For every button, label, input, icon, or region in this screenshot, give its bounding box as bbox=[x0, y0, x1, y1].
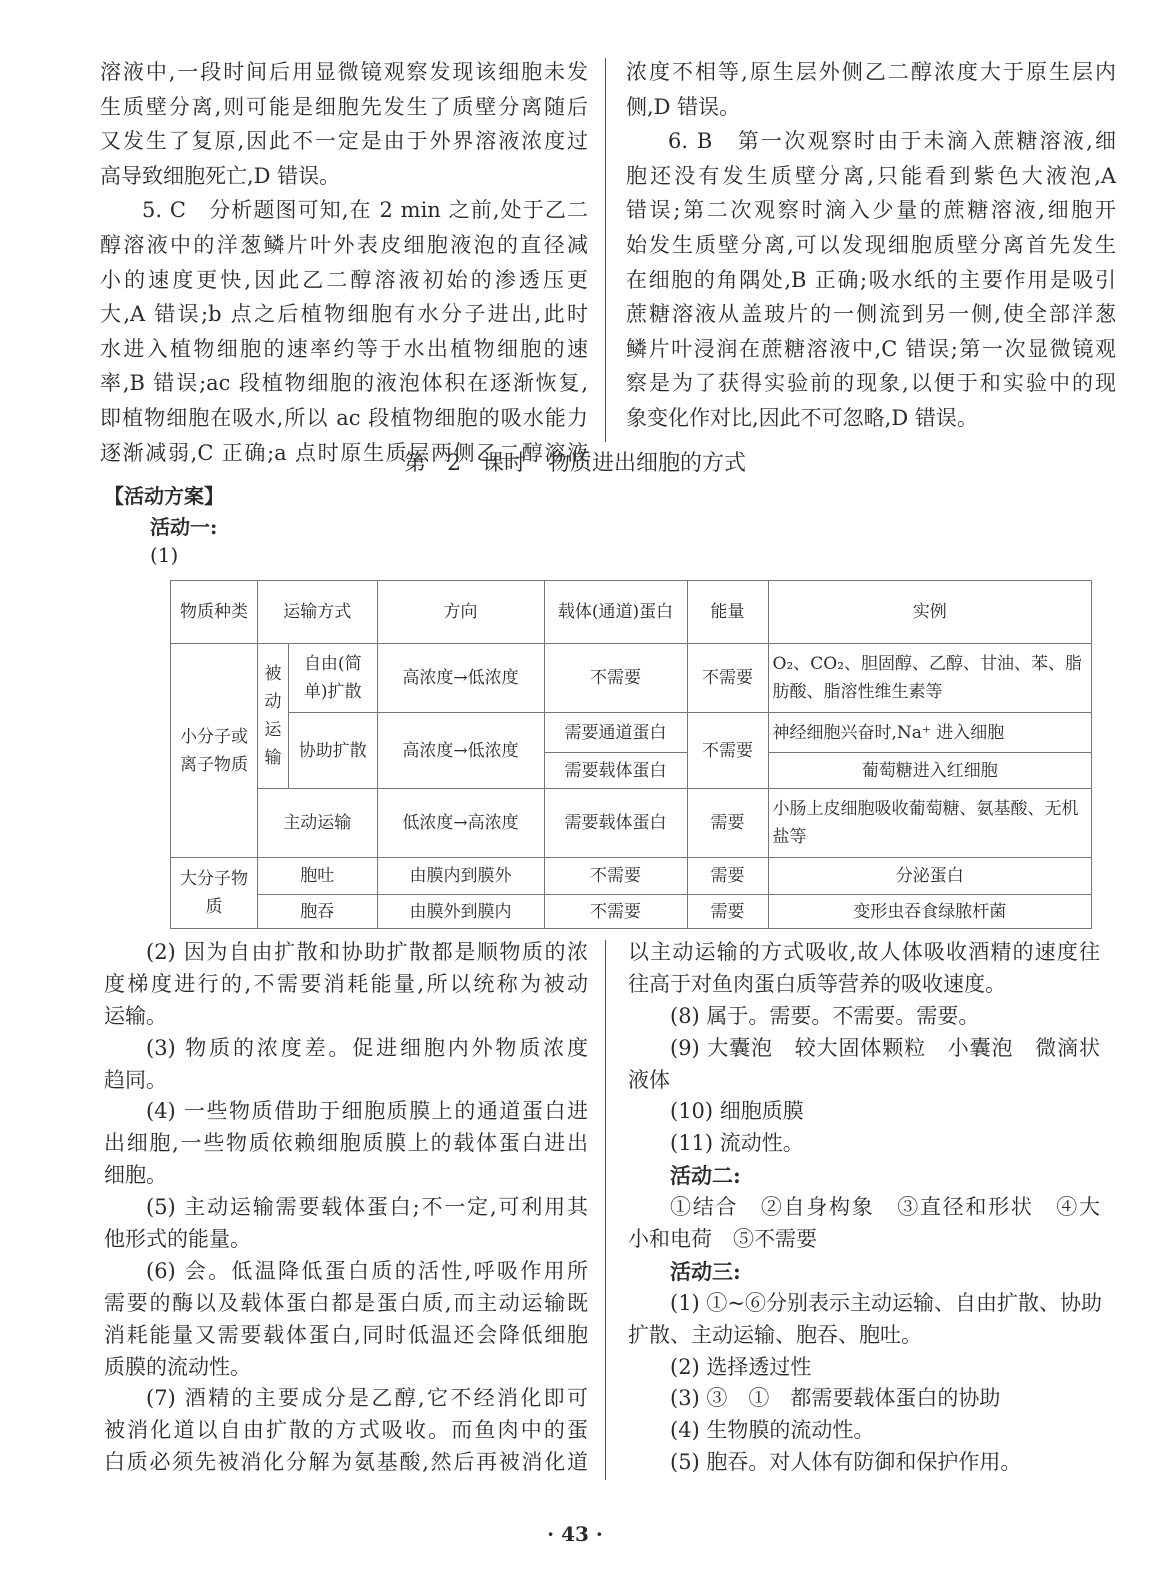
cell-direction: 由膜外到膜内 bbox=[377, 895, 544, 929]
cell-macromolecule: 大分子物质 bbox=[171, 858, 258, 929]
cell-energy: 不需要 bbox=[687, 644, 768, 713]
cell-facilitated: 协助扩散 bbox=[289, 713, 378, 789]
paragraph bbox=[626, 55, 1116, 124]
text-line: 出细胞,一些物质依赖细胞质膜上的载体蛋白进出 bbox=[104, 1131, 588, 1156]
top-left-column bbox=[100, 55, 588, 470]
text-line: (6) 会。低温降低蛋白质的活性,呼吸作用所 bbox=[146, 1258, 588, 1283]
paragraph bbox=[104, 1033, 588, 1097]
header-cell: 方向 bbox=[377, 581, 544, 644]
text-line: (9) 大囊泡 较大固体颗粒 小囊泡 微滴状 bbox=[670, 1035, 1100, 1060]
header-cell: 实例 bbox=[768, 581, 1091, 644]
plan-heading: 【活动方案】 bbox=[104, 484, 224, 508]
cell-energy: 需要 bbox=[687, 858, 768, 895]
bottom-right-column bbox=[628, 937, 1103, 1479]
cell-example: 神经细胞兴奋时,Na⁺ 进入细胞 bbox=[768, 713, 1091, 753]
cell-example: 变形虫吞食绿脓杆菌 bbox=[768, 895, 1091, 929]
top-right-column bbox=[626, 55, 1116, 436]
text-line: 以主动运输的方式吸收,故人体吸收酒精的速度往 bbox=[628, 940, 1100, 964]
table-row bbox=[171, 895, 1092, 929]
text-line: 生质壁分离,则可能是细胞先发生了质壁分离随后 bbox=[100, 94, 588, 119]
text-line: 消耗能量又需要载体蛋白,同时低温还会降低细胞 bbox=[104, 1322, 588, 1347]
paragraph bbox=[628, 1256, 1100, 1288]
text-line: (11) 流动性。 bbox=[670, 1131, 804, 1156]
text-line: 浓度不相等,原生层外侧乙二醇浓度大于原生层内 bbox=[626, 60, 1116, 84]
text-line: 在细胞的角隅处,B 正确;吸水纸的主要作用是吸引 bbox=[626, 267, 1116, 292]
cell-carrier: 不需要 bbox=[544, 858, 687, 895]
table-row bbox=[171, 644, 1092, 713]
cell-example: O₂、CO₂、胆固醇、乙醇、甘油、苯、脂肪酸、脂溶性维生素等 bbox=[768, 644, 1091, 713]
text-line: ①结合 ②自身构象 ③直径和形状 ④大 bbox=[670, 1195, 1100, 1220]
text-line: 运输。 bbox=[104, 1003, 167, 1028]
section-title: 第 2 课时 物质进出细胞的方式 bbox=[404, 451, 746, 476]
text-line: 蔗糖溶液从盖玻片的一侧流到另一侧,使全部洋葱 bbox=[626, 302, 1116, 327]
text-line: (1) ①~⑥分别表示主动运输、自由扩散、协助 bbox=[670, 1290, 1103, 1315]
transport-table bbox=[170, 580, 1092, 929]
cell-carrier: 需要载体蛋白 bbox=[544, 753, 687, 789]
cell-active: 主动运输 bbox=[258, 789, 378, 858]
text-line: 扩散、主动运输、胞吞、胞吐。 bbox=[628, 1322, 922, 1347]
text-line: 率,B 错误;ac 段植物细胞的液泡体积在逐渐恢复, bbox=[100, 371, 588, 396]
text-line: 液体 bbox=[628, 1067, 670, 1092]
header-cell: 物质种类 bbox=[171, 581, 258, 644]
activity-1-heading: 活动一: bbox=[150, 515, 218, 539]
cell-carrier: 不需要 bbox=[544, 644, 687, 713]
header-cell: 载体(通道)蛋白 bbox=[544, 581, 687, 644]
paragraph bbox=[100, 55, 588, 193]
cell-free-diffusion: 自由(简单)扩散 bbox=[289, 644, 378, 713]
header-cell: 运输方式 bbox=[258, 581, 378, 644]
paragraph bbox=[628, 1192, 1100, 1256]
paragraph bbox=[104, 1192, 588, 1256]
paragraph bbox=[628, 1128, 1100, 1160]
paragraph bbox=[104, 1256, 588, 1384]
paragraph bbox=[628, 1033, 1100, 1097]
cell-energy: 需要 bbox=[687, 789, 768, 858]
cell-direction: 低浓度→高浓度 bbox=[377, 789, 544, 858]
text-line: (10) 细胞质膜 bbox=[670, 1099, 804, 1124]
text-line: 白质必须先被消化分解为氨基酸,然后再被消化道 bbox=[104, 1450, 588, 1475]
paragraph bbox=[628, 1383, 1100, 1415]
text-line: 又发生了复原,因此不一定是由于外界溶液浓度过 bbox=[100, 129, 588, 154]
paragraph bbox=[628, 1288, 1103, 1352]
text-line: (3) 物质的浓度差。促进细胞内外物质浓度 bbox=[146, 1035, 588, 1060]
table-row bbox=[171, 713, 1092, 753]
text-line: (4) 一些物质借助于细胞质膜上的通道蛋白进 bbox=[146, 1099, 588, 1124]
cell-energy: 不需要 bbox=[687, 713, 768, 789]
paragraph bbox=[628, 1447, 1100, 1479]
text-line: (4) 生物膜的流动性。 bbox=[670, 1418, 875, 1443]
cell-example: 葡萄糖进入红细胞 bbox=[768, 753, 1091, 789]
cell-small-molecule: 小分子或离子物质 bbox=[171, 644, 258, 858]
paragraph bbox=[628, 1160, 1100, 1192]
text-line: 鳞片叶浸润在蔗糖溶液中,C 错误;第一次显微镜观 bbox=[626, 336, 1116, 361]
cell-energy: 需要 bbox=[687, 895, 768, 929]
table-row bbox=[171, 858, 1092, 895]
text-line: 被消化道以自由扩散的方式吸收。而鱼肉中的蛋 bbox=[104, 1418, 588, 1443]
cell-example: 分泌蛋白 bbox=[768, 858, 1091, 895]
text-line: 胞还没有发生质壁分离,只能看到紫色大液泡,A bbox=[626, 163, 1116, 188]
text-line: 6. B 第一次观察时由于未滴入蔗糖溶液,细 bbox=[668, 129, 1116, 154]
text-line: 质膜的流动性。 bbox=[104, 1354, 251, 1379]
text-line: 小和电荷 ⑤不需要 bbox=[628, 1227, 817, 1252]
text-line: (5) 胞吞。对人体有防御和保护作用。 bbox=[670, 1450, 1022, 1475]
paragraph bbox=[104, 1096, 588, 1192]
cell-carrier: 需要通道蛋白 bbox=[544, 713, 687, 753]
text-line: 细胞。 bbox=[104, 1163, 167, 1188]
table-row bbox=[171, 789, 1092, 858]
text-line: 往高于对鱼肉蛋白质等营养的吸收速度。 bbox=[628, 971, 1006, 996]
text-line: (2) 因为自由扩散和协助扩散都是顺物质的浓 bbox=[146, 940, 588, 964]
text-line: 错误;第二次观察时滴入少量的蔗糖溶液,细胞开 bbox=[626, 198, 1116, 223]
text-line: 活动二: bbox=[670, 1163, 741, 1189]
text-line: (8) 属于。需要。不需要。需要。 bbox=[670, 1003, 980, 1028]
text-line: 侧,D 错误。 bbox=[626, 94, 741, 119]
paragraph bbox=[100, 193, 588, 470]
text-line: 活动三: bbox=[670, 1258, 741, 1284]
text-line: (3) ③ ① 都需要载体蛋白的协助 bbox=[670, 1386, 1001, 1411]
text-line: (5) 主动运输需要载体蛋白;不一定,可利用其 bbox=[146, 1195, 588, 1220]
text-line: 溶液中,一段时间后用显微镜观察发现该细胞未发 bbox=[100, 60, 588, 84]
column-divider-top bbox=[605, 58, 606, 442]
cell-direction: 高浓度→低浓度 bbox=[377, 644, 544, 713]
header-cell: 能量 bbox=[687, 581, 768, 644]
cell-passive: 被动运输 bbox=[258, 644, 289, 789]
text-line: 即植物细胞在吸水,所以 ac 段植物细胞的吸水能力 bbox=[100, 405, 588, 430]
text-line: (7) 酒精的主要成分是乙醇,它不经消化即可 bbox=[146, 1386, 588, 1411]
text-line: (2) 选择透过性 bbox=[670, 1354, 812, 1379]
text-line: 他形式的能量。 bbox=[104, 1227, 251, 1252]
paragraph bbox=[628, 1415, 1100, 1447]
paragraph bbox=[628, 937, 1100, 1001]
text-line: 度梯度进行的,不需要消耗能量,所以统称为被动 bbox=[104, 971, 588, 996]
text-line: 高导致细胞死亡,D 错误。 bbox=[100, 163, 341, 188]
page-number: · 43 · bbox=[547, 1522, 603, 1546]
bottom-left-column bbox=[104, 937, 588, 1479]
paragraph bbox=[628, 1096, 1100, 1128]
text-line: 小的速度更快,因此乙二醇溶液初始的渗透压更 bbox=[100, 267, 588, 292]
paragraph bbox=[628, 1352, 1100, 1384]
text-line: 逐渐减弱,C 正确;a 点时原生质层两侧乙二醇溶液 bbox=[100, 440, 588, 465]
cell-example: 小肠上皮细胞吸收葡萄糖、氨基酸、无机盐等 bbox=[768, 789, 1091, 858]
text-line: 察是为了获得实验前的现象,以便于和实验中的现 bbox=[626, 371, 1116, 396]
cell-carrier: 不需要 bbox=[544, 895, 687, 929]
cell-endocytosis: 胞吞 bbox=[258, 895, 378, 929]
text-line: 趋同。 bbox=[104, 1067, 167, 1092]
text-line: 醇溶液中的洋葱鳞片叶外表皮细胞液泡的直径减 bbox=[100, 232, 588, 257]
cell-exocytosis: 胞吐 bbox=[258, 858, 378, 895]
text-line: 水进入植物细胞的速率约等于水出植物细胞的速 bbox=[100, 336, 588, 361]
paragraph bbox=[626, 124, 1116, 435]
column-divider-bottom bbox=[605, 940, 606, 1480]
paragraph bbox=[104, 1383, 588, 1479]
text-line: 需要的酶以及载体蛋白都是蛋白质,而主动运输既 bbox=[104, 1290, 588, 1315]
text-line: 5. C 分析题图可知,在 2 min 之前,处于乙二 bbox=[142, 198, 588, 223]
table-header-row bbox=[171, 581, 1092, 644]
text-line: 始发生质壁分离,可以发现细胞质壁分离首先发生 bbox=[626, 232, 1116, 257]
cell-direction: 由膜内到膜外 bbox=[377, 858, 544, 895]
cell-direction: 高浓度→低浓度 bbox=[377, 713, 544, 789]
text-line: 象变化作对比,因此不可忽略,D 错误。 bbox=[626, 405, 978, 430]
item-1-label: (1) bbox=[150, 543, 179, 567]
paragraph bbox=[104, 937, 588, 1033]
cell-carrier: 需要载体蛋白 bbox=[544, 789, 687, 858]
text-line: 大,A 错误;b 点之后植物细胞有水分子进出,此时 bbox=[100, 302, 588, 327]
paragraph bbox=[628, 1001, 1100, 1033]
